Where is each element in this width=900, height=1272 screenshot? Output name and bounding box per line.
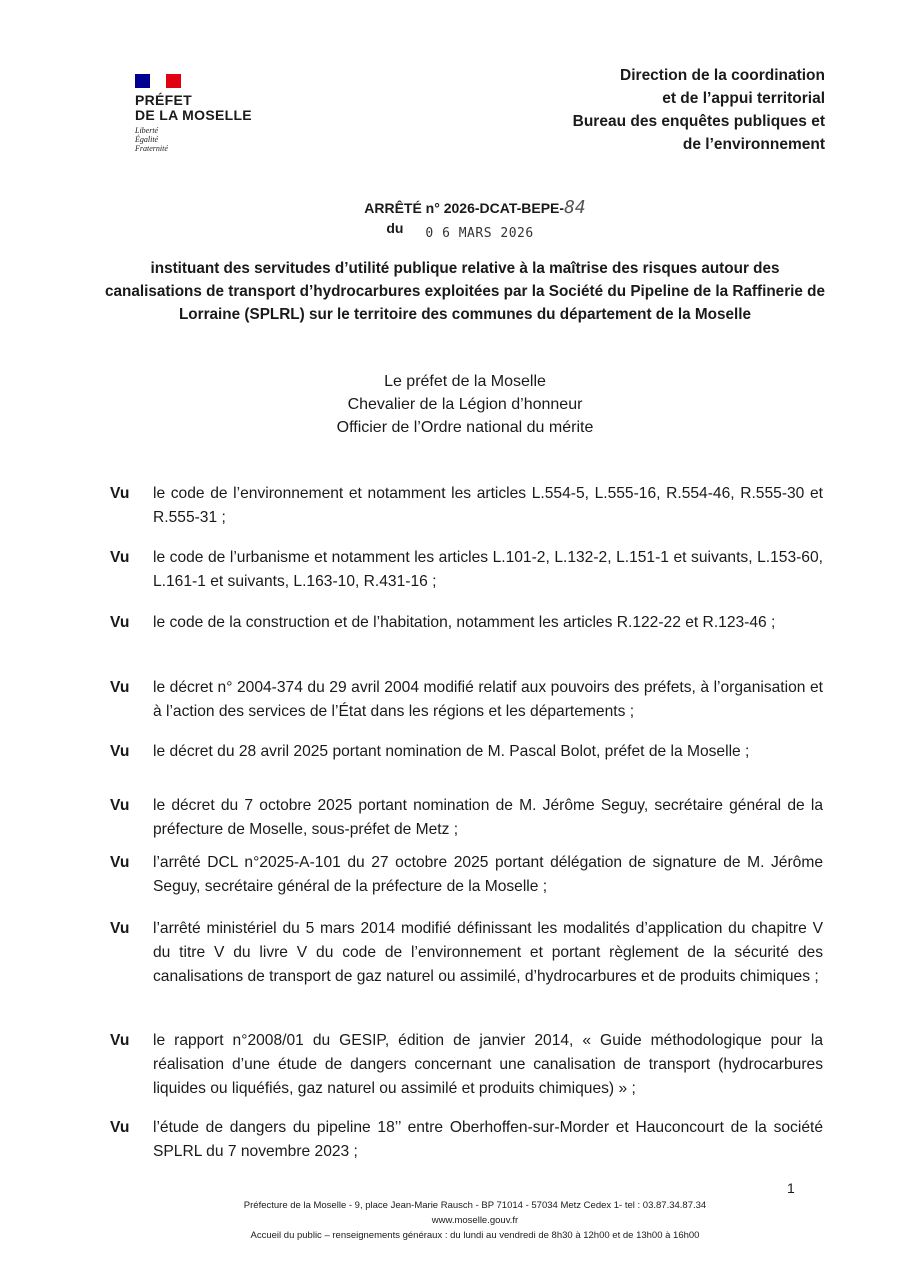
visa-item xyxy=(110,794,823,842)
logo-title-1: PRÉFET xyxy=(135,92,193,108)
footer-website: www.moselle.gouv.fr xyxy=(431,1215,519,1226)
visa-text: le code de la construction et de l’habitation, notamment les articles R.122-22 et R.123-46 ; xyxy=(153,614,776,631)
vu-label: Vu xyxy=(110,1032,130,1049)
visa-item xyxy=(110,482,823,530)
visa-text: le décret du 28 avril 2025 portant nomination de M. Pascal Bolot, préfet de la Moselle ; xyxy=(153,743,750,760)
visa-item xyxy=(110,676,823,724)
visa-text: le code de l’environnement et notamment les articles L.554-5, L.555-16, R.554-46, R.555-30 et R.555-31 ; xyxy=(153,485,823,526)
visa-text: le code de l’urbanisme et notamment les articles L.101-2, L.132-2, L.151-1 et suivants, L.153-60, L.161-1 et suivants, L.163-10, R.431-16 ; xyxy=(153,549,823,590)
date-prefix: du xyxy=(386,220,404,236)
vu-label: Vu xyxy=(110,743,130,760)
visa-item xyxy=(110,1116,823,1164)
vu-label: Vu xyxy=(110,920,130,937)
vu-label: Vu xyxy=(110,1119,130,1136)
issuing-department xyxy=(573,64,825,156)
arrete-handwritten-number: 84 xyxy=(564,197,586,218)
arrete-object: instituant des servitudes d’utilité publique relative à la maîtrise des risques autour des canalisations de transport d’hydrocarbures exploitées par la Société du Pipeline de la Raffinerie de Lorraine (SPLRL) sur le territoire des communes du département de la Moselle xyxy=(104,260,826,323)
logo-title-2: DE LA MOSELLE xyxy=(135,107,252,123)
direction-line: Bureau des enquêtes publiques et xyxy=(572,113,825,130)
visa-text: l’étude de dangers du pipeline 18’’ entre Oberhoffen-sur-Morder et Hauconcourt de la société SPLRL du 7 novembre 2023 ; xyxy=(153,1119,823,1160)
direction-line: et de l’appui territorial xyxy=(662,90,825,107)
footer-address: Préfecture de la Moselle - 9, place Jean-Marie Rausch - BP 71014 - 57034 Metz Cedex 1- tel : 03.87.34.87.34 xyxy=(243,1200,707,1211)
visa-item xyxy=(110,740,823,764)
direction-line: de l’environnement xyxy=(682,136,825,153)
footer xyxy=(150,1198,800,1243)
motto-liberte: Liberté xyxy=(135,126,159,135)
visa-item xyxy=(110,917,823,989)
prefet-line: Chevalier de la Légion d’honneur xyxy=(347,396,583,413)
date-stamp: 0 6 MARS 2026 xyxy=(425,226,534,241)
vu-label: Vu xyxy=(110,485,130,502)
page-number: 1 xyxy=(787,1180,795,1196)
prefet-line: Le préfet de la Moselle xyxy=(384,373,546,390)
arrete-label: ARRÊTÉ n° 2026-DCAT-BEPE- xyxy=(364,200,565,216)
visa-item xyxy=(110,1029,823,1101)
motto-fraternite: Fraternité xyxy=(135,144,168,153)
direction-line: Direction de la coordination xyxy=(620,67,825,84)
vu-label: Vu xyxy=(110,549,130,566)
visa-text: le décret n° 2004-374 du 29 avril 2004 modifié relatif aux pouvoirs des préfets, à l’organisation et à l’action des services de l’État dans les régions et les départements ; xyxy=(153,679,823,720)
marianne-flag-icon xyxy=(135,74,181,88)
prefet-line: Officier de l’Ordre national du mérite xyxy=(336,419,594,436)
visa-text: le décret du 7 octobre 2025 portant nomination de M. Jérôme Seguy, secrétaire général de la préfecture de Moselle, sous-préfet de Metz ; xyxy=(153,797,823,838)
prefet-titles xyxy=(0,370,900,439)
footer-hours: Accueil du public – renseignements généraux : du lundi au vendredi de 8h30 à 12h00 et de 13h00 à 16h00 xyxy=(250,1230,700,1241)
vu-label: Vu xyxy=(110,614,130,631)
motto-egalite: Égalité xyxy=(135,135,159,144)
vu-label: Vu xyxy=(110,797,130,814)
visa-item xyxy=(110,851,823,899)
visa-text: l’arrêté DCL n°2025-A-101 du 27 octobre 2025 portant délégation de signature de M. Jérôme Seguy, secrétaire général de la préfecture de la Moselle ; xyxy=(153,854,823,895)
arrete-date xyxy=(0,220,900,241)
prefecture-logo xyxy=(135,74,252,153)
visa-text: l’arrêté ministériel du 5 mars 2014 modifié définissant les modalités d’application du chapitre V du titre V du livre V du code de l’environnement et portant règlement de la sécurité des canalisations de transport de gaz naturel ou assimilé, d’hydrocarbures et de produits chimiques ; xyxy=(153,920,823,985)
vu-label: Vu xyxy=(110,854,130,871)
vu-label: Vu xyxy=(110,679,130,696)
visa-item xyxy=(110,546,823,594)
visa-text: le rapport n°2008/01 du GESIP, édition de janvier 2014, « Guide méthodologique pour la réalisation d’une étude de dangers concernant une canalisation de transport (hydrocarbures liquides ou liquéfiés, gaz naturel ou assimilé et produits chimiques) » ; xyxy=(153,1032,823,1097)
visa-item xyxy=(110,611,823,635)
arrete-title xyxy=(0,197,900,218)
